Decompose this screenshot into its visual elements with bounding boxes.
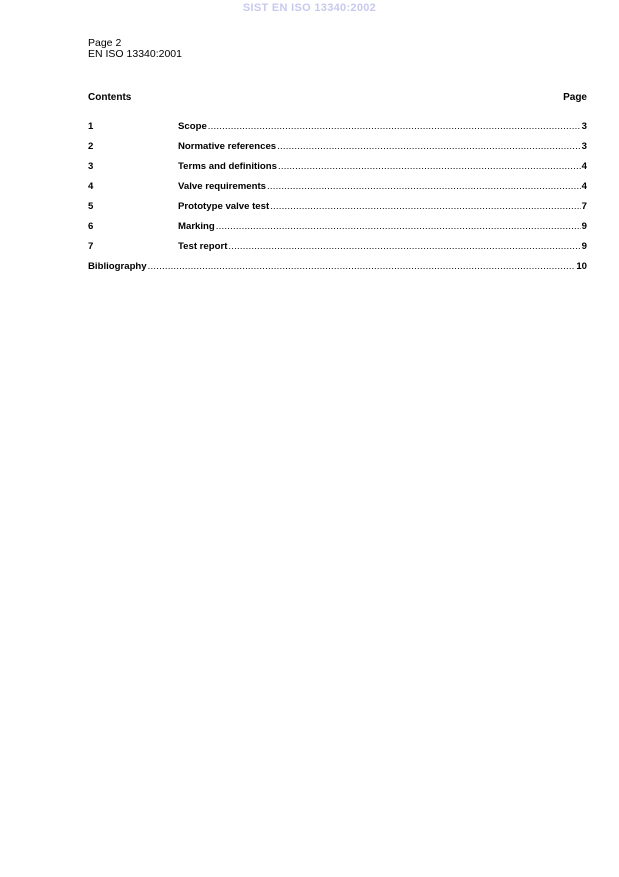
toc-entry-page: 10: [576, 261, 587, 272]
toc-entry-number: 6: [88, 221, 94, 232]
page-number: Page 2: [88, 37, 122, 49]
page-column-heading: Page: [563, 92, 587, 103]
toc-entry-page: 4: [581, 161, 587, 172]
leader-dots: [216, 221, 581, 232]
toc-entry-page: 9: [581, 221, 587, 232]
contents-heading: Contents: [88, 92, 132, 103]
table-of-contents: [88, 121, 587, 281]
toc-entry[interactable]: [88, 221, 587, 241]
toc-entry-title[interactable]: Normative references: [178, 141, 277, 152]
standard-id: EN ISO 13340:2001: [88, 48, 182, 60]
toc-entry-title[interactable]: Scope: [178, 121, 207, 132]
toc-entry[interactable]: [88, 121, 587, 141]
leader-dots: [270, 201, 580, 212]
toc-entry[interactable]: [88, 161, 587, 181]
toc-entry[interactable]: [88, 241, 587, 261]
toc-entry-title[interactable]: Prototype valve test: [178, 201, 270, 212]
toc-entry-title[interactable]: Terms and definitions: [178, 161, 277, 172]
toc-entry-bibliography[interactable]: [88, 261, 587, 281]
toc-entry-page: 7: [581, 201, 587, 212]
toc-entry-page: 9: [581, 241, 587, 252]
toc-entry-number: 4: [88, 181, 94, 192]
leader-dots: [267, 181, 581, 192]
toc-entry-number: 5: [88, 201, 94, 212]
toc-entry-number: 2: [88, 141, 94, 152]
toc-entry-number: 7: [88, 241, 94, 252]
toc-entry-title[interactable]: Test report: [178, 241, 228, 252]
toc-entry-title[interactable]: Bibliography: [88, 261, 147, 272]
toc-entry-page: 4: [581, 181, 587, 192]
toc-entry-title[interactable]: Marking: [178, 221, 215, 232]
toc-entry-page: 3: [581, 141, 587, 152]
toc-entry-page: 3: [581, 121, 587, 132]
leader-dots: [278, 161, 581, 172]
toc-entry-title[interactable]: Valve requirements: [178, 181, 266, 192]
leader-dots: [208, 121, 581, 132]
toc-entry[interactable]: [88, 141, 587, 161]
watermark: SIST EN ISO 13340:2002: [242, 2, 377, 14]
toc-entry-number: 1: [88, 121, 94, 132]
leader-dots: [228, 241, 580, 252]
leader-dots: [277, 141, 581, 152]
toc-entry[interactable]: [88, 181, 587, 201]
leader-dots: [148, 261, 576, 272]
toc-entry[interactable]: [88, 201, 587, 221]
toc-entry-number: 3: [88, 161, 94, 172]
